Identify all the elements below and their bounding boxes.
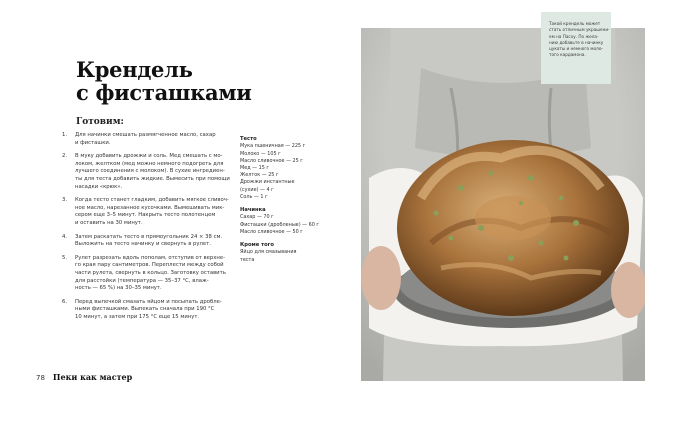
method-step [62,234,232,249]
method-step [62,153,232,191]
method-steps [62,132,232,327]
ingredient-group [240,242,320,264]
ingredient-line: Мед — 15 г [240,165,269,172]
ingredient-group-heading: Тесто [240,136,257,142]
step-line: Выложить на тесто начинку и свернуть в рулет. [75,241,211,248]
caption-box [541,12,611,84]
step-number: 3. [62,197,68,204]
step-line: го края пару сантиметров. Переплести между собой [75,262,224,269]
step-line: Для начинки смешать размягченное масло, сахар [75,132,216,138]
caption-line: цукаты и немного моло- [549,46,603,52]
ingredient-line: Мука пшеничная — 225 г [240,143,306,150]
method-step [62,299,232,322]
step-line: ное масло, нарезанное кусочками. Вымешивать мик- [75,204,225,211]
step-text [75,255,226,293]
ingredient-group-heading: Кроме того [240,242,274,249]
caption-line: стать отличным украшени- [549,27,610,33]
method-step [62,197,232,227]
step-text [75,197,229,227]
caption-line: нию добавьте в начинку [549,39,604,45]
ingredient-line: Фисташки (дробленые) — 60 г [240,221,319,228]
step-line: ными фисташками. Выпекать сначала при 190 °С [75,306,215,313]
ingredient-line: теста [240,256,255,263]
ingredient-group [240,207,320,236]
step-text [75,299,222,322]
step-line: части рулета, свернуть в кольцо. Заготовку оставить [75,269,226,276]
step-number: 6. [62,298,68,305]
caption-line: того кардамона. [549,52,586,58]
ingredient-line: (сухие) — 4 г [240,186,274,193]
step-text [75,234,222,249]
step-text [75,153,230,191]
title-line-2: с фисташками [76,80,252,105]
step-text [75,132,216,147]
step-number: 4. [62,233,68,240]
step-line: Затем раскатать тесто в прямоугольник 24 × 38 см. [75,233,223,240]
step-line: и фисташки. [75,139,111,146]
method-heading: Готовим: [76,117,124,127]
step-line: 10 минут, а затем при 175 °С еще 15 минут. [75,313,200,320]
book-title: Пеки как мастер [52,372,133,382]
step-line: лучшего соединения с молоком). В сухие ингредиен- [75,168,225,175]
step-line: ты для теста добавить жидкие. Вымесить при помощи [75,175,230,182]
ingredient-line: Соль — 1 г [240,193,268,200]
ingredients-column [240,136,320,270]
ingredient-line: Масло сливочное — 25 г [240,157,303,164]
step-line: для расстойки (температура — 35–37 °С, влаж- [75,277,209,284]
ingredient-group [240,136,320,201]
step-line: и оставить на 30 минут. [75,219,143,226]
ingredient-line: Желток — 25 г [240,172,279,179]
page-footer [36,372,132,382]
step-line: Рулет разрезать вдоль пополам, отступив от верхне- [75,254,226,261]
step-line: локом, желтком (мед можно немного подогреть для [75,160,224,167]
ingredient-line: Яйцо для смазывания [240,249,297,256]
step-line: ность — 65 %) на 30–35 минут. [75,285,162,292]
method-step [62,255,232,293]
step-number: 2. [62,153,68,160]
caption-line: Такой крендель может [549,21,601,26]
title-line-1: Крендель [76,57,193,82]
step-number: 1. [62,132,68,138]
page-number: 78 [36,374,45,382]
step-line: насадки «крюк». [75,183,123,190]
ingredient-line: Молоко — 105 г [240,150,281,157]
ingredient-group-heading: Начинка [240,207,266,214]
step-line: Когда тесто станет гладким, добавить мягкое сливоч- [75,197,229,204]
caption-line: ем на Пасху. По жела- [549,33,599,39]
step-line: сером еще 3–5 минут. Накрыть тесто полотенцем [75,212,216,219]
step-line: Перед выпечкой смазать яйцом и посыпать дробле- [75,298,222,305]
ingredient-line: Дрожжи инстантные [240,179,295,186]
step-number: 5. [62,254,68,261]
step-line: В муку добавить дрожжи и соль. Мед смешать с мо- [75,153,223,160]
ingredient-line: Масло сливочное — 50 г [240,228,303,235]
ingredient-line: Сахар — 70 г [240,214,274,221]
recipe-title [76,58,252,104]
method-step [62,132,232,147]
